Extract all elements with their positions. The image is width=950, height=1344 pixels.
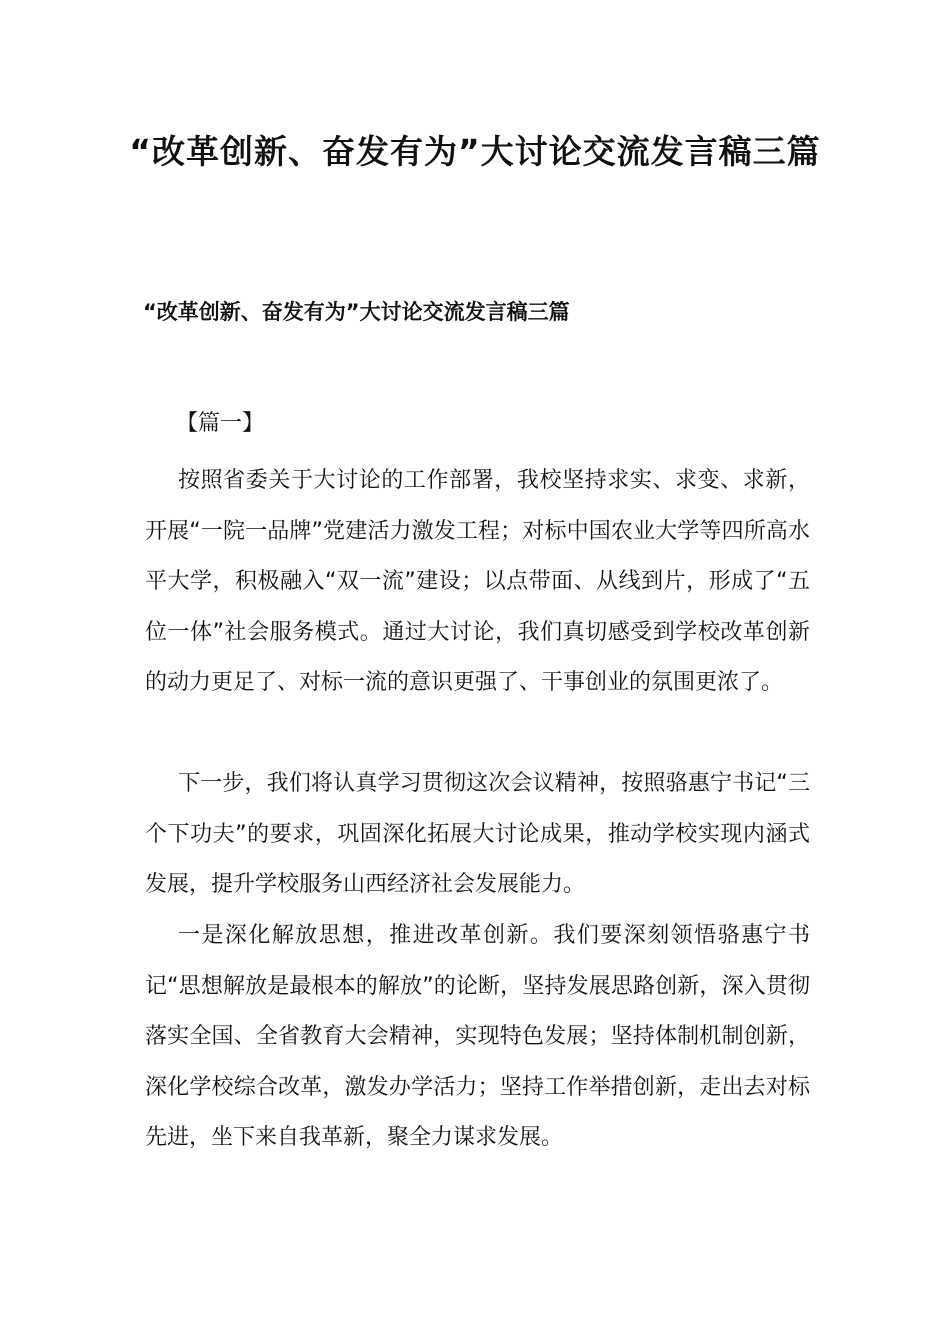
paragraph-3: 一是深化解放思想，推进改革创新。我们要深刻领悟骆惠宁书记“思想解放是最根本的解放”的论断，坚持发展思路创新，深入贯彻落实全国、全省教育大会精神，实现特色发展；坚持体制机制创新，深化学校综合改革，激发办学活力；坚持工作举措创新，走出去对标先进，坐下来自我革新，聚全力谋求发展。 bbox=[145, 923, 810, 1150]
document-title: “改革创新、奋发有为”大讨论交流发言稿三篇 bbox=[129, 132, 821, 171]
document-subtitle: “改革创新、奋发有为”大讨论交流发言稿三篇 bbox=[143, 300, 570, 324]
paragraph-2: 下一步，我们将认真学习贯彻这次会议精神，按照骆惠宁书记“三个下功夫”的要求，巩固深化拓展大讨论成果，推动学校实现内涵式发展，提升学校服务山西经济社会发展能力。 bbox=[145, 771, 810, 897]
section-label: 【篇一】 bbox=[176, 411, 265, 436]
paragraph-1: 按照省委关于大讨论的工作部署，我校坚持求实、求变、求新，开展“一院一品牌”党建活力激发工程；对标中国农业大学等四所高水平大学，积极融入“双一流”建设；以点带面、从线到片，形成了“五位一体”社会服务模式。通过大讨论，我们真切感受到学校改革创新的动力更足了、对标一流的意识更强了、干事创业的氛围更浓了。 bbox=[145, 468, 810, 695]
